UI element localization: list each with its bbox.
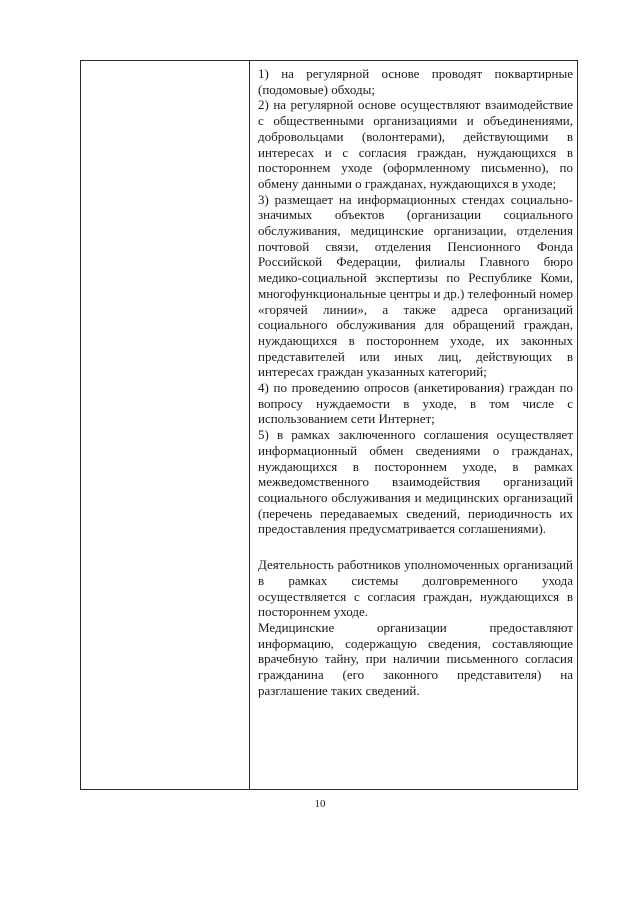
list-item-3: 3) размещает на информационных стендах социально-значимых объектов (организации социального обслуживания, медицинские организации, отделения почтовой связи, отделения Пенсионного Фонда Российской Федерации, филиалы Главного бюро медико-социальной экспертизы по Республике Коми, многофункциональные центры и др.) телефонный номер «горячей линии», а также адреса организаций социального обслуживания для обращений граждан, нуждающихся в постороннем уходе, их законных представителей или иных лиц, действующих в интересах граждан указанных категорий; (258, 191, 573, 380)
table-left-cell (81, 61, 250, 789)
list-item-5: 5) в рамках заключенного соглашения осуществляет информационный обмен сведениями о гражданах, нуждающихся в постороннем уходе, в рамках межведомственного взаимодействия организаций социального обслуживания и медицинских организаций (перечень передаваемых сведений, периодичность их предоставления предусматривается соглашениями). (258, 427, 573, 537)
document-table (80, 60, 578, 790)
page-number: 10 (314, 798, 326, 810)
table-right-cell (250, 61, 579, 789)
paragraph-gap (258, 537, 573, 557)
paragraph-activity: Деятельность работников уполномоченных организаций в рамках системы долговременного ухода осуществляется с согласия граждан, нуждающихся в постороннем уходе. (258, 557, 573, 620)
list-item-1: 1) на регулярной основе проводят поквартирные (подомовые) обходы; (258, 66, 573, 97)
paragraph-medical: Медицинские организации предоставляют информацию, содержащую сведения, составляющие врачебную тайну, при наличии письменного согласия гражданина (его законного представителя) на разглашение таких сведений. (258, 619, 573, 698)
list-item-2: 2) на регулярной основе осуществляют взаимодействие с общественными организациями и объединениями, добровольцами (волонтерами), действующими в интересах и с согласия граждан, нуждающихся в постороннем уходе (оформленному письменно), по обмену данными о гражданах, нуждающихся в уходе; (258, 97, 573, 191)
list-item-4: 4) по проведению опросов (анкетирования) граждан по вопросу нуждаемости в уходе, в том числе с использованием сети Интернет; (258, 380, 573, 427)
